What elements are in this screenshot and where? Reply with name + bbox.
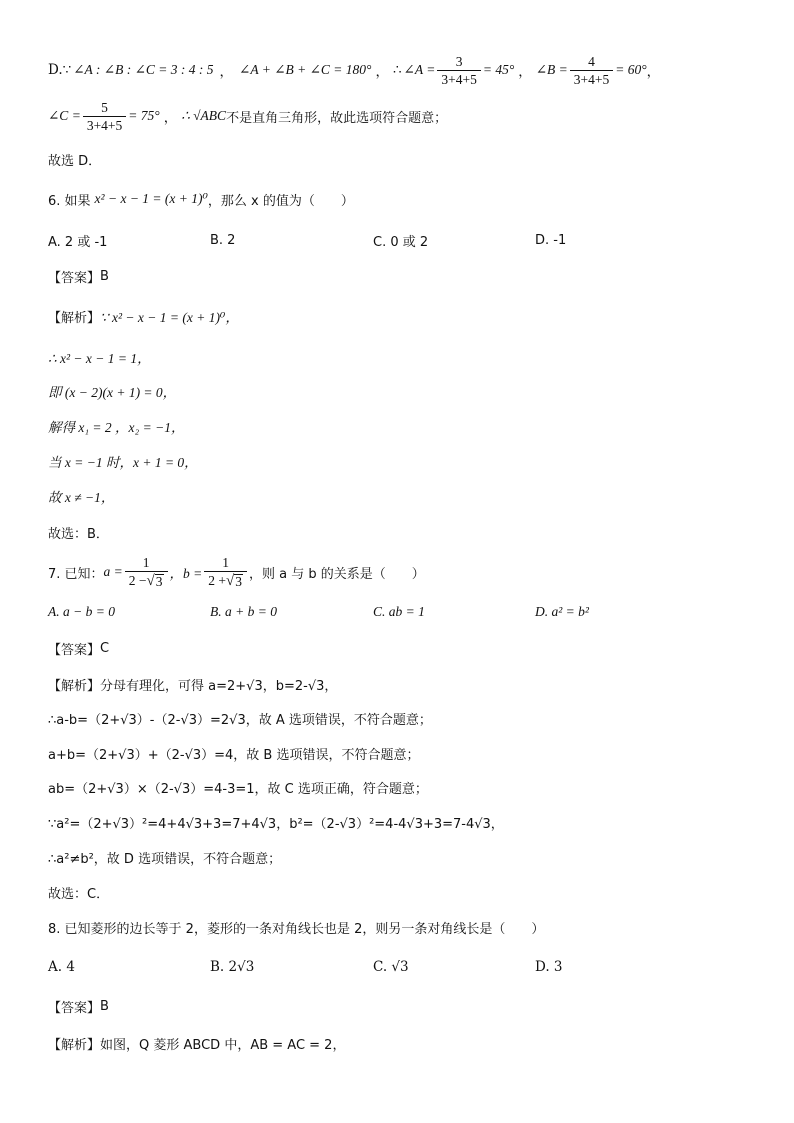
q7-option-d: D. a² = b² bbox=[535, 604, 589, 619]
q8-options bbox=[48, 955, 748, 979]
question-7 bbox=[48, 555, 425, 589]
q6-equation: x² − x − 1 = (x + 1)⁰ bbox=[94, 191, 208, 206]
q6-analysis-line-1: 【解析】 ∵ x² − x − 1 = (x + 1)⁰， bbox=[48, 304, 239, 328]
q6-options bbox=[48, 228, 748, 252]
q7-b-lhs: ，b = bbox=[169, 566, 203, 581]
q8-option-c: C. √3 bbox=[373, 959, 409, 975]
q6-analysis-line-5: 当 x = −1 时，x + 1 = 0， bbox=[48, 455, 198, 470]
q6-number: 6. 如果 bbox=[48, 193, 91, 209]
q8-option-a: A. 4 bbox=[48, 959, 75, 975]
angle-b-fraction: $\frac{4}{3+4+5}$ bbox=[570, 54, 613, 87]
because-symbol: ∵ bbox=[62, 62, 72, 78]
q7-analysis-line-2: ∴a-b=（2+√3）-（2-√3）=2√3，故 A 选项错误，不符合题意； bbox=[48, 712, 432, 728]
angle-c-line: ∠C = $\frac{5}{3+4+5}$ = 75° ， ∴ √ABC 不是直角三角形，故此选项符合题意； bbox=[48, 99, 448, 133]
angle-b-rhs: = 60° bbox=[615, 62, 647, 77]
q7-analysis-line-1: 【解析】 分母有理化，可得 a=2+√3，b=2-√3， bbox=[48, 678, 338, 694]
q6-option-d: D. -1 bbox=[535, 232, 567, 248]
q8-option-d: D. 3 bbox=[535, 959, 563, 975]
q6-analysis-line-6: 故 x ≠ −1， bbox=[48, 490, 115, 505]
q7-a-fraction: 1 2 − √ 3 bbox=[125, 555, 168, 589]
angle-b-lhs: ∠B = bbox=[535, 62, 568, 77]
angle-ratio: ∠A : ∠B : ∠C = 3 : 4 : 5 bbox=[73, 62, 214, 77]
angle-c-rhs: = 75° bbox=[128, 108, 160, 123]
therefore-symbol: ∴ bbox=[392, 62, 402, 78]
q6-analysis-line-4: 解得 x₁ = 2 ，x₂ = −1， bbox=[48, 420, 185, 435]
q7-option-c: C. ab = 1 bbox=[373, 604, 425, 619]
triangle-symbol: ∴ √ABC bbox=[181, 108, 227, 123]
q7-options bbox=[48, 600, 748, 624]
q6-analysis-line-7: 故选：B． bbox=[48, 526, 109, 542]
q7-analysis-line-7: 故选：C． bbox=[48, 886, 110, 902]
analysis-tag: 【解析】 bbox=[48, 310, 101, 326]
q7-a-lhs: a = bbox=[103, 564, 123, 579]
question-6 bbox=[48, 187, 354, 211]
choose-d: 故选 D． bbox=[48, 153, 102, 169]
angle-c-lhs: ∠C = bbox=[48, 108, 81, 123]
angle-sum: ∠A + ∠B + ∠C = 180° bbox=[239, 62, 372, 77]
q6-option-c: C. 0 或 2 bbox=[373, 234, 429, 250]
q6-option-a: A. 2 或 -1 bbox=[48, 234, 108, 250]
d-option-prefix: D. bbox=[48, 62, 63, 78]
q7-number: 7. 已知： bbox=[48, 566, 104, 582]
q6-answer bbox=[48, 264, 109, 288]
q7-analysis-line-6: ∴a²≠b²，故 D 选项错误，不符合题意； bbox=[48, 851, 282, 867]
answer-tag: 【答案】 bbox=[48, 270, 101, 286]
q8-option-b: B. 2√3 bbox=[210, 959, 255, 975]
q7-analysis-line-5: ∵a²=（2+√3）²=4+4√3+3=7+4√3，b²=（2-√3）²=4-4√3+3=7-4√3， bbox=[48, 816, 504, 832]
q7-b-fraction: 1 2 + √ 3 bbox=[204, 555, 247, 589]
question-8: 8. 已知菱形的边长等于 2，菱形的一条对角线长也是 2，则另一条对角线长是（ ） bbox=[48, 921, 545, 937]
conclusion-text: 不是直角三角形，故此选项符合题意； bbox=[226, 110, 448, 126]
q6-tail: ，那么 x 的值为（ ） bbox=[207, 193, 354, 209]
q7-tail: ，则 a 与 b 的关系是（ ） bbox=[249, 566, 425, 582]
q6-option-b: B. 2 bbox=[210, 232, 236, 248]
angle-a-fraction: $\frac{3}{3+4+5}$ bbox=[437, 54, 480, 87]
answer-value: B bbox=[100, 268, 109, 284]
angle-a-lhs: ∠A = bbox=[403, 62, 436, 77]
q6-analysis-line-2: ∴ x² − x − 1 = 1， bbox=[48, 351, 151, 366]
angle-a-rhs: = 45° bbox=[482, 62, 515, 77]
q7-analysis-line-4: ab=（2+√3）×（2-√3）=4-3=1，故 C 选项正确，符合题意； bbox=[48, 781, 428, 797]
angle-c-fraction: $\frac{5}{3+4+5}$ bbox=[83, 100, 126, 133]
q7-answer: 【答案】 C bbox=[48, 640, 110, 658]
q8-answer: 【答案】 B bbox=[48, 998, 109, 1016]
q6-analysis-line-3: 即 (x − 2)(x + 1) = 0， bbox=[48, 385, 177, 400]
q7-option-b: B. a + b = 0 bbox=[210, 604, 277, 619]
q7-analysis-line-3: a+b=（2+√3）+（2-√3）=4，故 B 选项错误，不符合题意； bbox=[48, 747, 420, 763]
q8-analysis-line-1: 【解析】 如图，Q 菱形 ABCD 中，AB = AC = 2， bbox=[48, 1037, 346, 1053]
d-option-line: D. ∵ ∠A : ∠B : ∠C = 3 : 4 : 5 ， ∠A + ∠B + ∠C = 180° ， ∴ ∠A = $\frac{3}{3+4+5}$ = 45° ， ∠B = $\frac{4}{3+4+5}$ = 60° ， bbox=[48, 53, 661, 87]
q7-option-a: A. a − b = 0 bbox=[48, 604, 115, 619]
